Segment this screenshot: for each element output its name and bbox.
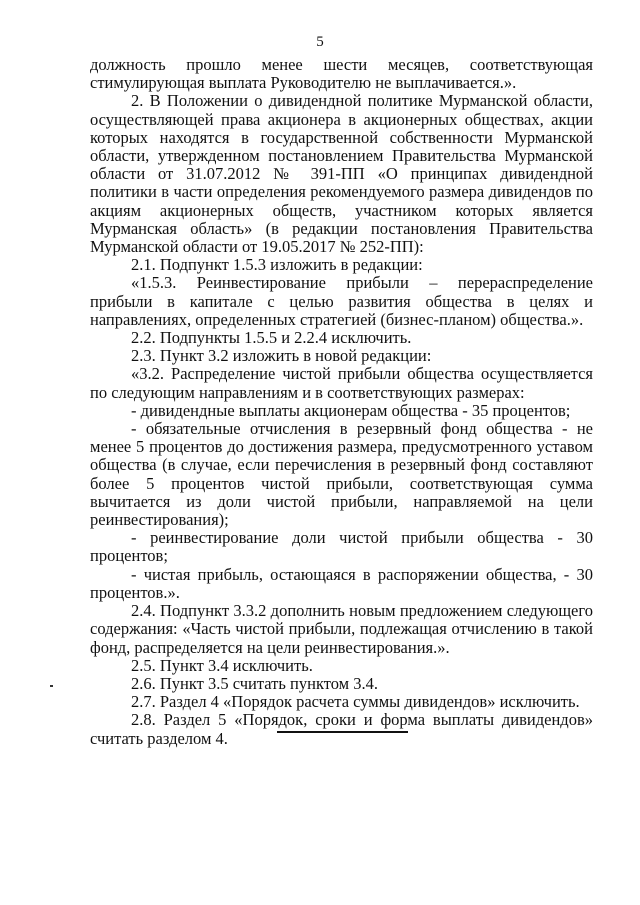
- paragraph-quote-1-5-3: «1.5.3. Реинвестирование прибыли – перераспределение прибыли в капитале с целью развития общества в целях и направлениях, определенных стратегией (бизнес-планом) общества.».: [90, 273, 593, 329]
- paragraph-item-2-8: 2.8. Раздел 5 «Порядок, сроки и форма выплаты дивидендов» считать разделом 4.: [90, 710, 593, 748]
- closing-divider-line: [277, 731, 408, 733]
- paragraph-item-2: 2. В Положении о дивидендной политике Мурманской области, осуществляющей права акционера в акционерных обществах, акции которых находятся в государственной собственности Мурманской области, утвержденном постановлением Правительства Мурманской области от 31.07.2012 № 391-ПП «О принципах дивидендной политики в части определения рекомендуемого размера дивидендов по акциям акционерных обществ, участником которых является Мурманская область» (в редакции постановления Правительства Мурманской области от 19.05.2017 № 252-ПП):: [90, 91, 593, 257]
- paragraph-item-2-4: 2.4. Подпункт 3.3.2 дополнить новым предложением следующего содержания: «Часть чистой прибыли, подлежащая отчислению в такой фонд, распределяется на цели реинвестирования.».: [90, 601, 593, 657]
- document-body: [90, 56, 593, 748]
- list-item-retained-profit: - чистая прибыль, остающаяся в распоряжении общества, - 30 процентов.».: [90, 564, 593, 602]
- paragraph-item-2-7: 2.7. Раздел 4 «Порядок расчета суммы дивидендов» исключить.: [131, 692, 580, 712]
- paragraph-item-2-3: 2.3. Пункт 3.2 изложить в новой редакции:: [131, 346, 432, 366]
- page-number: 5: [316, 34, 324, 50]
- list-item-reserve-fund: - обязательные отчисления в резервный фонд общества - не менее 5 процентов до достижения размера, предусмотренного уставом общества (в случае, если перечисления в резервный фонд составляют более 5 процентов чистой прибыли, соответствующая сумма вычитается из доли чистой прибыли, направляемой на цели реинвестирования);: [90, 419, 593, 530]
- paragraph-item-2-5: 2.5. Пункт 3.4 исключить.: [131, 655, 313, 675]
- paragraph-quote-3-2: «3.2. Распределение чистой прибыли общества осуществляется по следующим направлениям и в соответствующих размерах:: [90, 364, 593, 402]
- paragraph-continuation: должность прошло менее шести месяцев, соответствующая стимулирующая выплата Руководителю не выплачивается.».: [90, 55, 593, 93]
- paragraph-item-2-6: 2.6. Пункт 3.5 считать пунктом 3.4.: [131, 673, 379, 693]
- list-item-dividends: - дивидендные выплаты акционерам общества - 35 процентов;: [131, 400, 571, 420]
- list-item-reinvestment: - реинвестирование доли чистой прибыли общества - 30 процентов;: [90, 528, 593, 566]
- paragraph-item-2-2: 2.2. Подпункты 1.5.5 и 2.2.4 исключить.: [131, 328, 412, 348]
- paragraph-item-2-1: 2.1. Подпункт 1.5.3 изложить в редакции:: [131, 255, 423, 275]
- scan-dot: [50, 685, 53, 687]
